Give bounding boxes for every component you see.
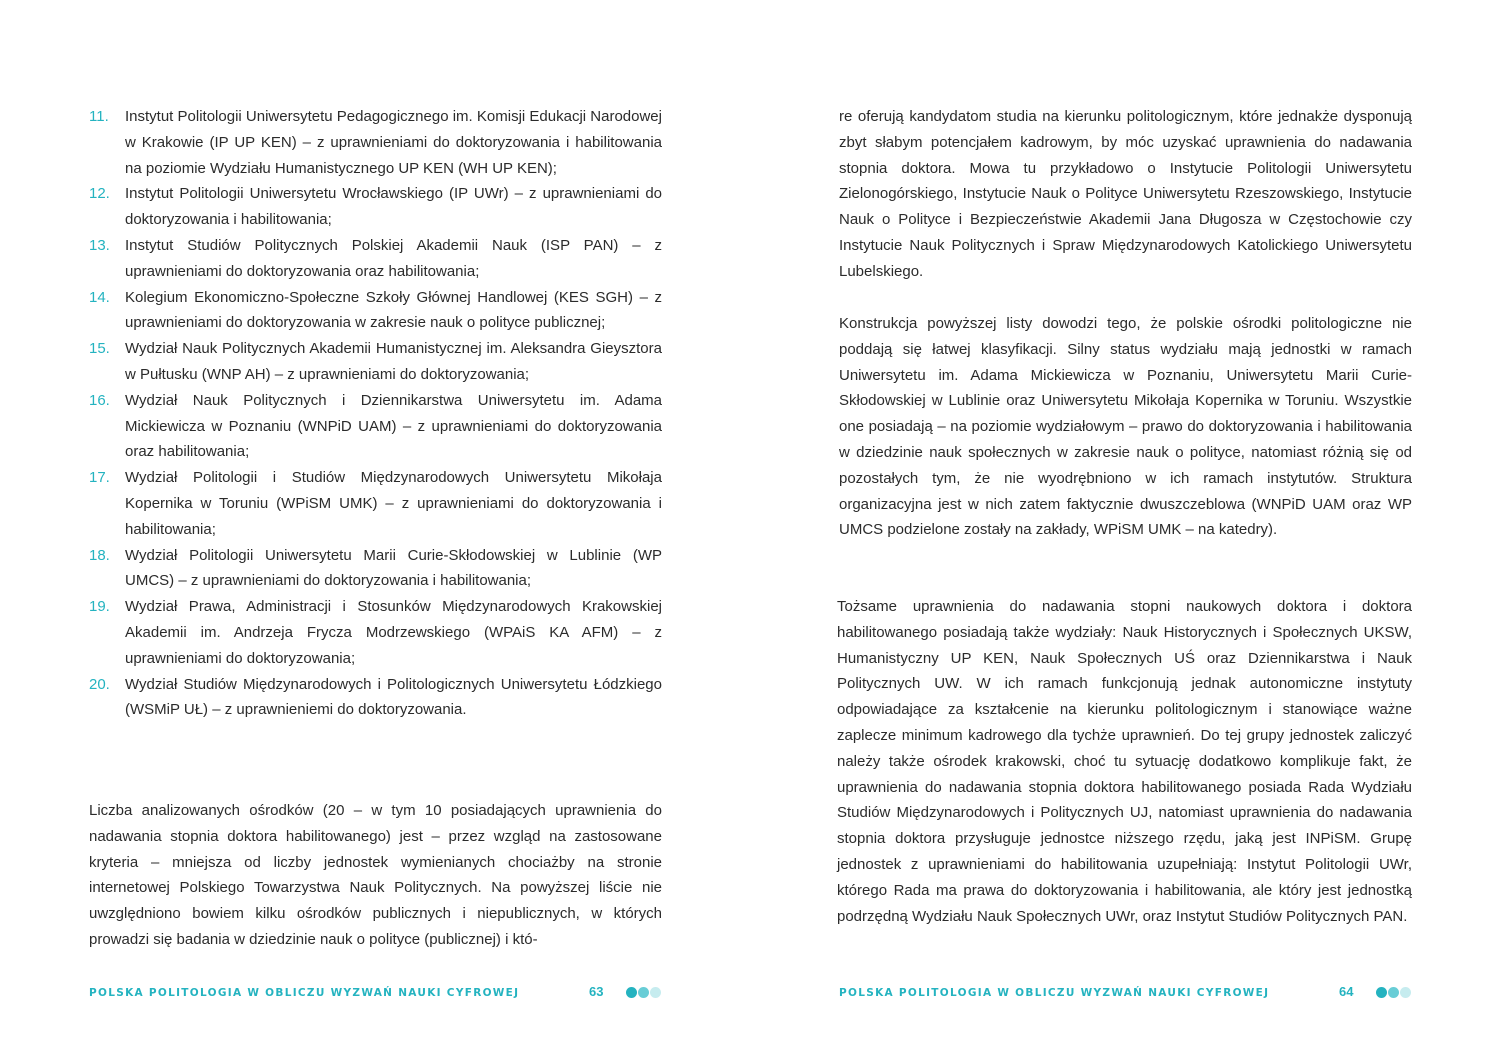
list-text: Wydział Nauk Politycznych i Dziennikarstwa Uniwersytetu im. Adama Mickiewicza w Poznaniu (WNPiD UAM) – z uprawnieniami do doktoryzowania oraz habilitowania; xyxy=(125,391,662,461)
list-item xyxy=(89,465,662,542)
institution-list xyxy=(89,104,662,723)
list-text: Wydział Politologii i Studiów Międzynarodowych Uniwersytetu Mikołaja Kopernika w Toruniu (WPiSM UMK) – z uprawnieniami do doktoryzowania i habilitowania; xyxy=(125,469,662,538)
dot-dark-icon xyxy=(626,987,637,998)
page-footer xyxy=(839,983,1414,1003)
list-item xyxy=(89,181,662,233)
body-paragraph: Konstrukcja powyższej listy dowodzi tego, że polskie ośrodki politologiczne nie poddają się łatwej klasyfikacji. Silny status wydziału mają jednostki w ramach Uniwersytetu im. Adama Mickiewicza w Poznaniu, Uniwersytetu Marii Curie-Skłodowskiej w Lublinie oraz Uniwersytetu Mikołaja Kopernika w Toruniu. Wszystkie one posiadają – na poziomie wydziałowym – prawo do doktoryzowania i habilitowania w dziedzinie nauk społecznych w zakresie nauk o polityce, natomiast różnią się od pozostałych tym, że nie wyodrębniono w ich ramach instytutów. Struktura organizacyjna jest w nich zatem faktycznie dwuszczeblowa (WNPiD UAM oraz WP UMCS podzielone zostały na zakłady, WPiSM UMK – na katedry). xyxy=(839,315,1412,539)
list-item xyxy=(89,543,662,595)
list-number: 19. xyxy=(89,598,110,616)
right-page xyxy=(750,0,1500,1061)
list-item xyxy=(89,594,662,671)
list-text: Instytut Politologii Uniwersytetu Pedagogicznego im. Komisji Edukacji Narodowej w Krakowie (IP UP KEN) – z uprawnieniami do doktoryzowania i habilitowania na poziomie Wydziału Humanistycznego UP KEN (WH UP KEN); xyxy=(125,108,662,177)
list-number: 20. xyxy=(89,675,110,693)
list-item xyxy=(89,672,662,724)
list-item xyxy=(89,233,662,285)
decorative-dots-icon xyxy=(626,987,661,998)
list-number: 14. xyxy=(89,288,110,306)
dot-light-icon xyxy=(1400,987,1411,998)
list-text: Instytut Studiów Politycznych Polskiej Akademii Nauk (ISP PAN) – z uprawnieniami do doktoryzowania oraz habilitowania; xyxy=(125,236,662,280)
list-number: 12. xyxy=(89,185,110,203)
page-number: 63 xyxy=(589,984,604,999)
body-paragraph: Liczba analizowanych ośrodków (20 – w tym 10 posiadających uprawnienia do nadawania stopnia doktora habilitowanego) jest – przez wzgląd na zastosowane kryteria – mniejsza od liczby jednostek wymienianych chociażby na stronie internetowej Polskiego Towarzystwa Nauk Politycznych. Na powyższej liście nie uwzględniono bowiem kilku ośrodków publicznych i niepublicznych, w których prowadzi się badania w dziedzinie nauk o polityce (publicznej) i któ- xyxy=(89,802,662,948)
dot-mid-icon xyxy=(1388,987,1399,998)
list-text: Wydział Prawa, Administracji i Stosunków Międzynarodowych Krakowskiej Akademii im. Andrzeja Frycza Modrzewskiego (WPAiS KA AFM) – z uprawnieniami do doktoryzowania; xyxy=(125,598,662,667)
list-item xyxy=(89,285,662,337)
list-text: Wydział Studiów Międzynarodowych i Politologicznych Uniwersytetu Łódzkiego (WSMiP UŁ) – z uprawnieniemi do doktoryzowania. xyxy=(125,675,662,719)
page-footer xyxy=(89,983,664,1003)
list-item xyxy=(89,104,662,181)
list-number: 11. xyxy=(89,108,109,125)
list-item xyxy=(89,336,662,388)
body-paragraph: Tożsame uprawnienia do nadawania stopni naukowych doktora i doktora habilitowanego posiadają także wydziały: Nauk Historycznych i Społecznych UKSW, Humanistyczny UP KEN, Nauk Społecznych UŚ oraz Dziennikarstwa i Nauk Politycznych UW. W ich ramach funkcjonują jednak autonomiczne instytuty odpowiadające za kształcenie na kierunku politologicznym i stanowiące ważne zaplecze minimum kadrowego dla tychże uprawnień. Do tej grupy jednostek zaliczyć należy także ośrodek krakowski, choć tu sytuację dodatkowo komplikuje fakt, że uprawnienia do nadawania stopnia doktora habilitowanego posiada Rada Wydziału Studiów Międzynarodowych i Politycznych UJ, natomiast uprawnienia do nadawania stopnia doktora przysługuje jednostce niższego rzędu, jaką jest INPiSM. Grupę jednostek z uprawnieniami do habilitowania uzupełniają: Instytut Politologii UWr, którego Rada ma prawa do doktoryzowania i habilitowania, ale który jest jednostką podrzędną Wydziału Nauk Społecznych UWr, oraz Instytut Studiów Politycznych PAN. xyxy=(837,598,1412,925)
decorative-dots-icon xyxy=(1376,987,1411,998)
list-number: 17. xyxy=(89,469,110,487)
list-text: Instytut Politologii Uniwersytetu Wrocławskiego (IP UWr) – z uprawnieniami do doktoryzowania i habilitowania; xyxy=(125,185,662,229)
dot-light-icon xyxy=(650,987,661,998)
running-title: POLSKA POLITOLOGIA W OBLICZU WYZWAŃ NAUKI CYFROWEJ xyxy=(89,987,520,999)
page-number: 64 xyxy=(1339,984,1354,999)
body-paragraph: re oferują kandydatom studia na kierunku politologicznym, które jednakże dysponują zbyt słabym potencjałem kadrowym, by móc uzyskać uprawnienia do nadawania stopnia doktora. Mowa tu przykładowo o Instytucie Politologii Uniwersytetu Zielonogórskiego, Instytucie Nauk o Polityce Uniwersytetu Rzeszowskiego, Instytucie Nauk o Polityce i Bezpieczeństwie Akademii Jana Długosza w Częstochowie czy Instytucie Nauk Politycznych i Spraw Międzynarodowych Katolickiego Uniwersytetu Lubelskiego. xyxy=(839,108,1412,280)
list-number: 15. xyxy=(89,340,110,358)
dot-mid-icon xyxy=(638,987,649,998)
list-item xyxy=(89,388,662,465)
list-text: Kolegium Ekonomiczno-Społeczne Szkoły Głównej Handlowej (KES SGH) – z uprawnieniami do doktoryzowania w zakresie nauk o polityce publicznej; xyxy=(125,288,662,332)
list-number: 18. xyxy=(89,546,110,564)
running-title: POLSKA POLITOLOGIA W OBLICZU WYZWAŃ NAUKI CYFROWEJ xyxy=(839,987,1270,999)
list-number: 13. xyxy=(89,236,110,254)
dot-dark-icon xyxy=(1376,987,1387,998)
list-text: Wydział Politologii Uniwersytetu Marii Curie-Skłodowskiej w Lublinie (WP UMCS) – z uprawnieniami do doktoryzowania i habilitowania; xyxy=(125,546,662,590)
list-number: 16. xyxy=(89,391,110,409)
list-text: Wydział Nauk Politycznych Akademii Humanistycznej im. Aleksandra Gieysztora w Pułtusku (WNP AH) – z uprawnieniami do doktoryzowania; xyxy=(125,340,662,383)
